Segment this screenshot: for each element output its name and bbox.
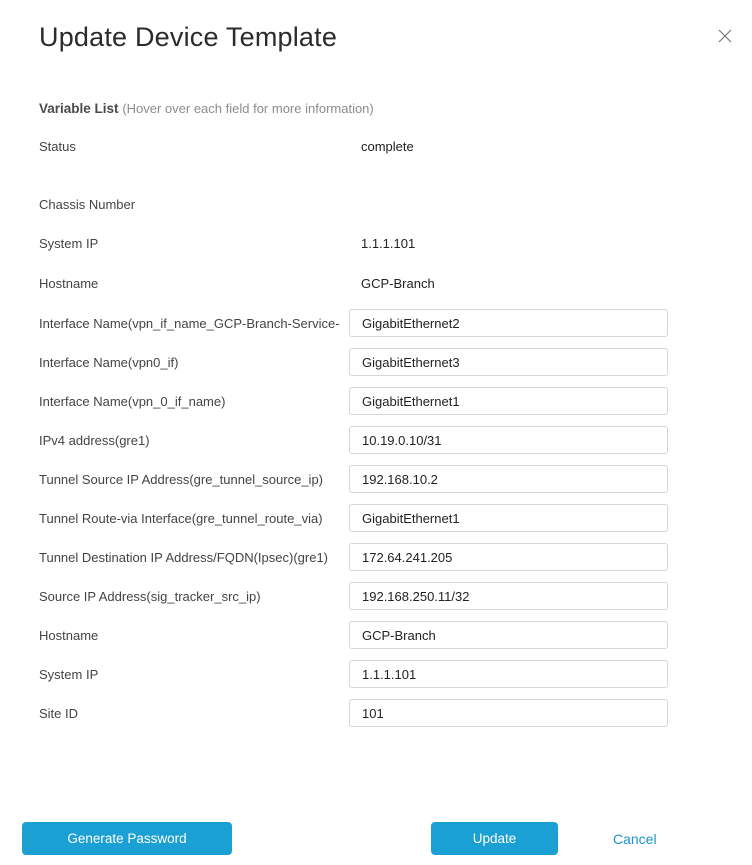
- form-row: [0, 621, 752, 649]
- input-gre-tunnel-source-ip[interactable]: [349, 465, 668, 493]
- field-label: Site ID: [39, 705, 79, 721]
- input-tunnel-destination-ipsec-gre1[interactable]: [349, 543, 668, 571]
- field-label: System IP: [39, 235, 99, 251]
- variable-list-heading: Variable List: [39, 101, 119, 116]
- field-label: Tunnel Source IP Address(gre_tunnel_source_ip): [39, 471, 324, 487]
- static-row-system-ip: [0, 235, 752, 251]
- static-row-chassis-number: [0, 196, 752, 212]
- input-site-id[interactable]: [349, 699, 668, 727]
- field-label: Interface Name(vpn_if_name_GCP-Branch-Service-: [39, 315, 340, 331]
- update-button[interactable]: Update: [431, 822, 558, 855]
- input-gre-tunnel-route-via[interactable]: [349, 504, 668, 532]
- variable-list-hint: (Hover over each field for more information): [122, 101, 374, 116]
- form-row: [0, 582, 752, 610]
- close-icon-glyph: [718, 29, 732, 43]
- form-row: [0, 426, 752, 454]
- input-system-ip[interactable]: [349, 660, 668, 688]
- generate-password-button[interactable]: Generate Password: [22, 822, 232, 855]
- form-row: [0, 660, 752, 688]
- static-field-list: [0, 138, 752, 291]
- field-label: Hostname: [39, 627, 99, 643]
- field-label: Source IP Address(sig_tracker_src_ip): [39, 588, 261, 604]
- input-vpn0-if[interactable]: [349, 348, 668, 376]
- dialog-title: Update Device Template: [39, 22, 338, 52]
- field-label: IPv4 address(gre1): [39, 432, 150, 448]
- form-row: [0, 543, 752, 571]
- status-value: complete: [361, 138, 414, 154]
- field-label: Chassis Number: [39, 196, 136, 212]
- form-row: [0, 699, 752, 727]
- input-vpn-0-if-name[interactable]: [349, 387, 668, 415]
- field-label: Interface Name(vpn_0_if_name): [39, 393, 226, 409]
- variable-form: [0, 309, 752, 727]
- form-row: [0, 309, 752, 337]
- field-label: Interface Name(vpn0_if): [39, 354, 179, 370]
- input-ipv4-address-gre1[interactable]: [349, 426, 668, 454]
- input-vpn-if-name-service[interactable]: [349, 309, 668, 337]
- form-row: [0, 348, 752, 376]
- update-device-template-dialog: [0, 22, 752, 865]
- static-row-status: [0, 138, 752, 154]
- form-row: [0, 465, 752, 493]
- field-label: Tunnel Destination IP Address/FQDN(Ipsec)(gre1): [39, 549, 329, 565]
- input-sig-tracker-src-ip[interactable]: [349, 582, 668, 610]
- variable-list-header: [39, 101, 752, 116]
- field-label: Status: [39, 138, 76, 154]
- dialog-footer: [0, 822, 752, 855]
- field-label: Hostname: [39, 275, 99, 291]
- field-label: Tunnel Route-via Interface(gre_tunnel_route_via): [39, 510, 323, 526]
- cancel-button[interactable]: Cancel: [613, 822, 657, 855]
- static-row-hostname: [0, 275, 752, 291]
- field-label: System IP: [39, 666, 99, 682]
- hostname-value: GCP-Branch: [361, 275, 435, 291]
- system-ip-value: 1.1.1.101: [361, 235, 416, 251]
- input-hostname[interactable]: [349, 621, 668, 649]
- form-row: [0, 504, 752, 532]
- form-row: [0, 387, 752, 415]
- close-icon[interactable]: [717, 28, 733, 44]
